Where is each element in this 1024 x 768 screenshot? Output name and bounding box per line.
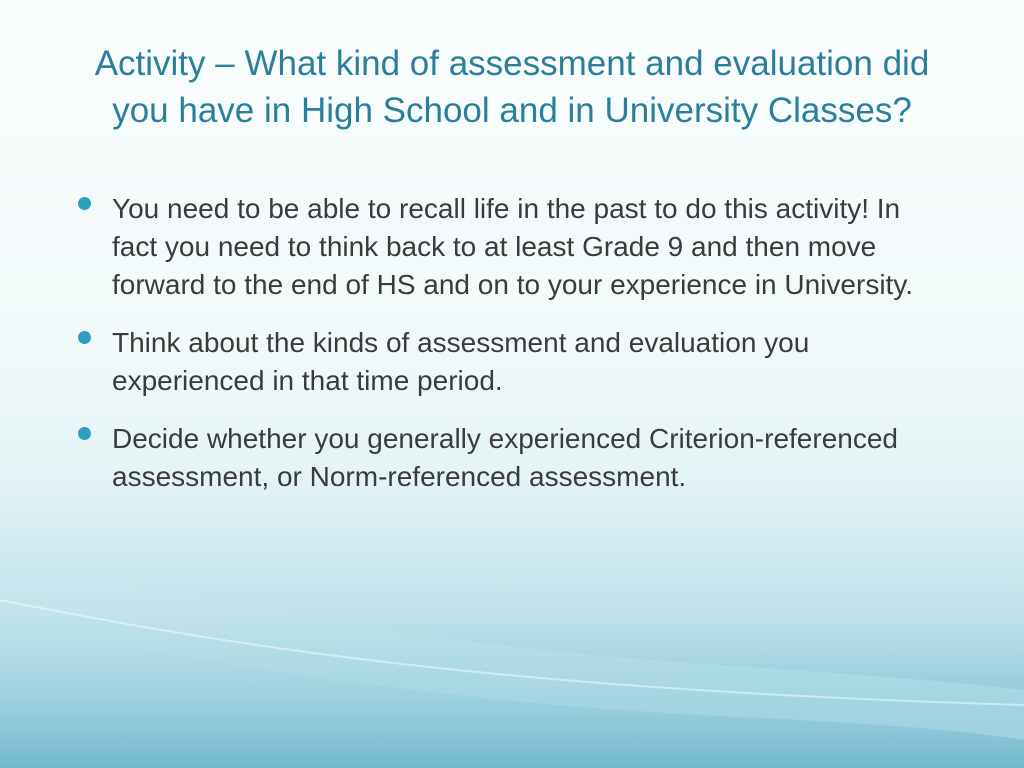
bullet-text: Think about the kinds of assessment and evaluation you experienced in that time period.	[112, 327, 810, 396]
bullet-text: Decide whether you generally experienced Criterion-referenced assessment, or Norm-referenced assessment.	[112, 423, 898, 492]
bullet-text: You need to be able to recall life in the past to do this activity! In fact you need to think back to at least Grade 9 and then move forward to the end of HS and on to your experience in University.	[112, 193, 914, 300]
list-item	[70, 420, 950, 496]
bullet-list	[70, 190, 950, 516]
bullet-dot-icon	[78, 331, 91, 344]
bullet-dot-icon	[78, 197, 91, 210]
bullet-dot-icon	[78, 427, 91, 440]
list-item	[70, 324, 950, 400]
list-item	[70, 190, 950, 304]
slide-title: Activity – What kind of assessment and evaluation did you have in High School and in University Classes?	[94, 44, 930, 130]
